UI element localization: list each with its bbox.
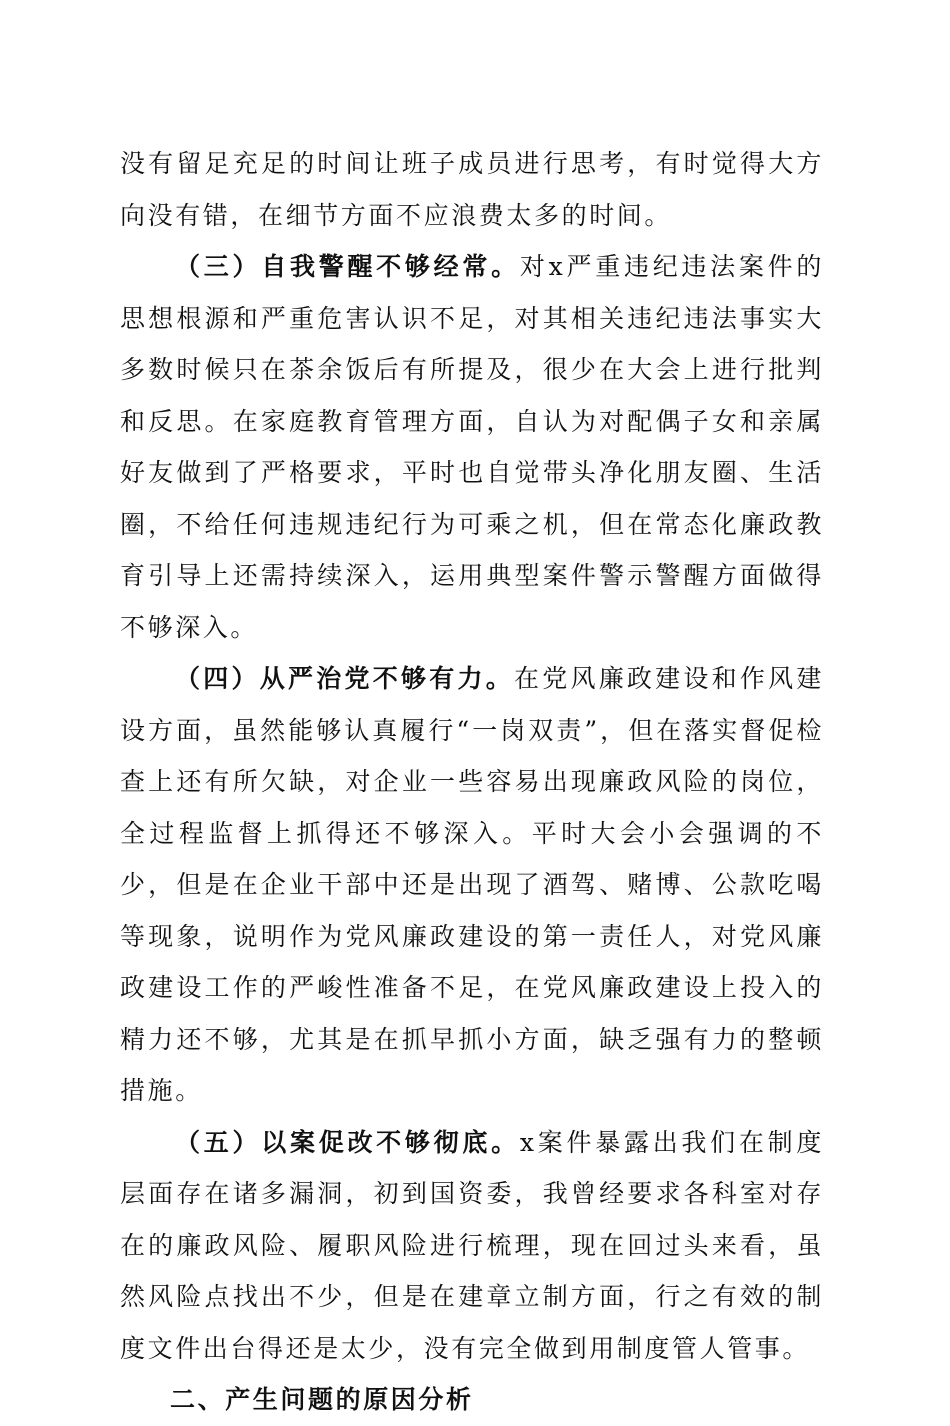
subheading-three: （三）自我警醒不够经常。	[175, 252, 520, 281]
section-heading: 二、产生问题的原因分析	[170, 1385, 474, 1414]
paragraph-continuation	[120, 138, 824, 241]
paragraph-strict-governance	[120, 653, 824, 1117]
document-page	[120, 138, 824, 1426]
paragraph-text: 对x严重违纪违法案件的思想根源和严重危害认识不足，对其相关违纪违法事实大多数时候只在茶余饭后有所提及，很少在大会上进行批判和反思。在家庭教育管理方面，自认为对配偶子女和亲属好友做到了严格要求，平时也自觉带头净化朋友圈、生活圈，不给任何违规违纪行为可乘之机，但在常态化廉政教育引导上还需持续深入，运用典型案件警示警醒方面做得不够深入。	[120, 252, 824, 642]
paragraph-text: 没有留足充足的时间让班子成员进行思考，有时觉得大方向没有错，在细节方面不应浪费太多的时间。	[120, 149, 824, 230]
paragraph-text: x案件暴露出我们在制度层面存在诸多漏洞，初到国资委，我曾经要求各科室对存在的廉政风险、履职风险进行梳理，现在回过头来看，虽然风险点找出不少，但是在建章立制方面，行之有效的制度文件出台得还是太少，没有完全做到用制度管人管事。	[120, 1127, 824, 1363]
paragraph-text: 在党风廉政建设和作风建设方面，虽然能够认真履行“一岗双责”，但在落实督促检查上还有所欠缺，对企业一些容易出现廉政风险的岗位，全过程监督上抓得还不够深入。平时大会小会强调的不少，但是在企业干部中还是出现了酒驾、赌博、公款吃喝等现象，说明作为党风廉政建设的第一责任人，对党风廉政建设工作的严峻性准备不足，在党风廉政建设上投入的精力还不够，尤其是在抓早抓小方面，缺乏强有力的整顿措施。	[120, 664, 825, 1105]
paragraph-case-reform	[120, 1117, 824, 1375]
subheading-five: （五）以案促改不够彻底。	[175, 1127, 520, 1157]
subheading-four: （四）从严治党不够有力。	[175, 664, 514, 693]
paragraph-self-alert	[120, 241, 824, 653]
